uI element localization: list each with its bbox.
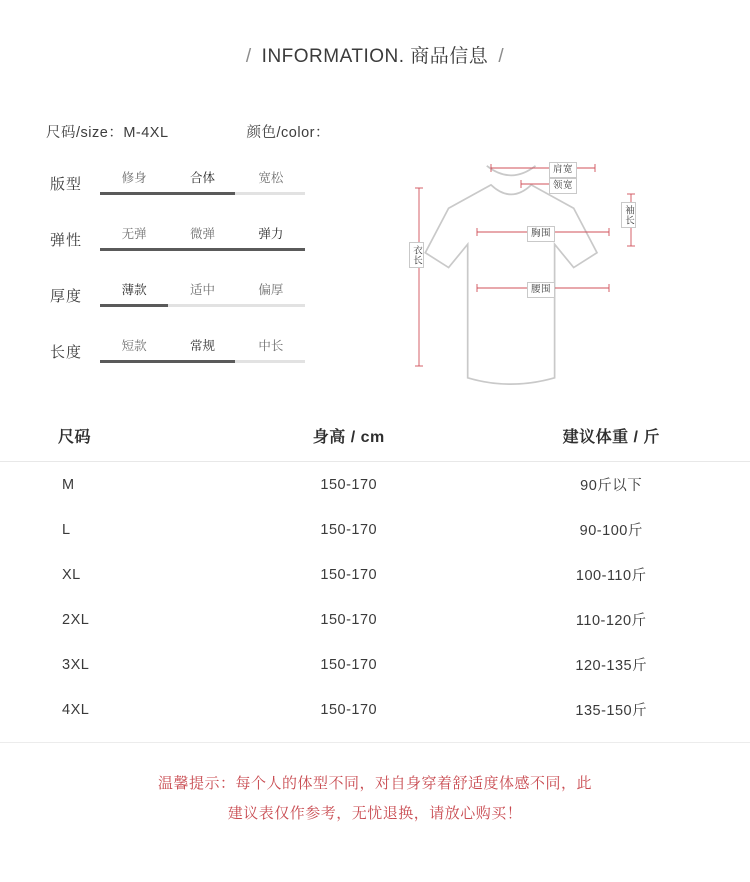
attribute-option-fit-2: 宽松	[258, 171, 284, 185]
dim-tag-bust: 胸围	[527, 226, 555, 242]
attribute-label-length: 长度	[49, 344, 82, 361]
cell-size: L	[62, 521, 71, 538]
table-row	[0, 552, 750, 597]
note-line-1: 温馨提示：每个人的体型不同，对自身穿着舒适度体感不同，此	[157, 775, 592, 792]
attribute-option-fit-1: 合体	[189, 171, 215, 185]
cell-weight: 90-100斤	[579, 523, 643, 539]
table-header-height: 身高 / cm	[225, 410, 473, 462]
cell-weight: 100-110斤	[575, 568, 647, 584]
title-right-slash: /	[498, 45, 505, 67]
attribute-option-length-1: 常规	[189, 339, 215, 353]
garment-measurement-diagram	[395, 154, 750, 410]
product-meta-row	[0, 108, 750, 154]
attribute-label-elasticity: 弹性	[49, 232, 82, 249]
size-range-label: 尺码/size：M-4XL	[46, 124, 169, 141]
note-line-2: 建议表仅作参考，无忧退换，请放心购买！	[227, 805, 523, 822]
cell-size: 3XL	[62, 656, 90, 673]
cell-size: 2XL	[62, 611, 90, 628]
attribute-option-elasticity-0: 无弹	[121, 227, 147, 241]
attribute-row-elasticity	[0, 224, 395, 280]
attribute-row-thickness	[0, 280, 395, 336]
table-row	[0, 462, 750, 508]
size-table	[0, 410, 750, 732]
warm-tip-note	[0, 743, 750, 829]
table-row	[0, 642, 750, 687]
attribute-scale-elasticity	[100, 224, 305, 251]
attribute-fill-elasticity	[100, 248, 305, 251]
dim-tag-shoulder: 肩宽	[549, 162, 577, 178]
attribute-scale-length	[100, 336, 305, 363]
attribute-option-thickness-1: 适中	[189, 283, 215, 297]
table-row	[0, 687, 750, 732]
cell-height: 150-170	[320, 701, 378, 718]
cell-size: XL	[62, 566, 81, 583]
cell-weight: 90斤以下	[580, 478, 643, 494]
cell-height: 150-170	[320, 521, 378, 538]
attribute-row-length	[0, 336, 395, 392]
attribute-option-fit-0: 修身	[121, 171, 147, 185]
attribute-scale-fit	[100, 168, 305, 195]
title-left-slash: /	[245, 45, 252, 67]
title-text: INFORMATION. 商品信息	[261, 45, 489, 67]
attribute-option-thickness-0: 薄款	[121, 283, 147, 297]
attribute-option-elasticity-2: 弹力	[258, 227, 284, 241]
attribute-fill-thickness	[100, 304, 168, 307]
attribute-track-elasticity	[100, 248, 305, 251]
attribute-track-fit	[100, 192, 305, 195]
dim-tag-length: 衣长	[409, 242, 424, 268]
attribute-row-fit	[0, 168, 395, 224]
table-row	[0, 597, 750, 642]
attribute-list	[0, 154, 395, 410]
cell-height: 150-170	[320, 656, 378, 673]
table-header-row	[0, 410, 750, 462]
attribute-track-length	[100, 360, 305, 363]
cell-height: 150-170	[320, 566, 378, 583]
page-header	[0, 0, 750, 108]
dim-tag-sleeve: 袖长	[621, 202, 636, 228]
attribute-option-length-2: 中长	[258, 339, 284, 353]
cell-size: M	[62, 476, 75, 493]
attribute-option-length-0: 短款	[121, 339, 147, 353]
cell-height: 150-170	[320, 476, 378, 493]
dim-tag-neck: 领宽	[549, 178, 577, 194]
attribute-scale-thickness	[100, 280, 305, 307]
attribute-track-thickness	[100, 304, 305, 307]
attribute-option-thickness-2: 偏厚	[258, 283, 284, 297]
table-row	[0, 507, 750, 552]
dim-tag-waist: 腰围	[527, 282, 555, 298]
attribute-label-thickness: 厚度	[49, 288, 82, 305]
table-header-size: 尺码	[0, 410, 225, 462]
size-table-section	[0, 410, 750, 732]
attributes-and-diagram	[0, 154, 750, 410]
cell-weight: 110-120斤	[575, 613, 647, 629]
color-label: 颜色/color：	[246, 124, 330, 141]
attribute-label-fit: 版型	[49, 176, 82, 193]
attribute-fill-fit	[100, 192, 235, 195]
page-title	[236, 41, 514, 68]
cell-weight: 120-135斤	[575, 658, 648, 674]
table-header-weight: 建议体重 / 斤	[473, 410, 750, 462]
cell-size: 4XL	[62, 701, 90, 718]
attribute-fill-length	[100, 360, 235, 363]
cell-weight: 135-150斤	[575, 703, 648, 719]
cell-height: 150-170	[320, 611, 378, 628]
attribute-option-elasticity-1: 微弹	[189, 227, 215, 241]
